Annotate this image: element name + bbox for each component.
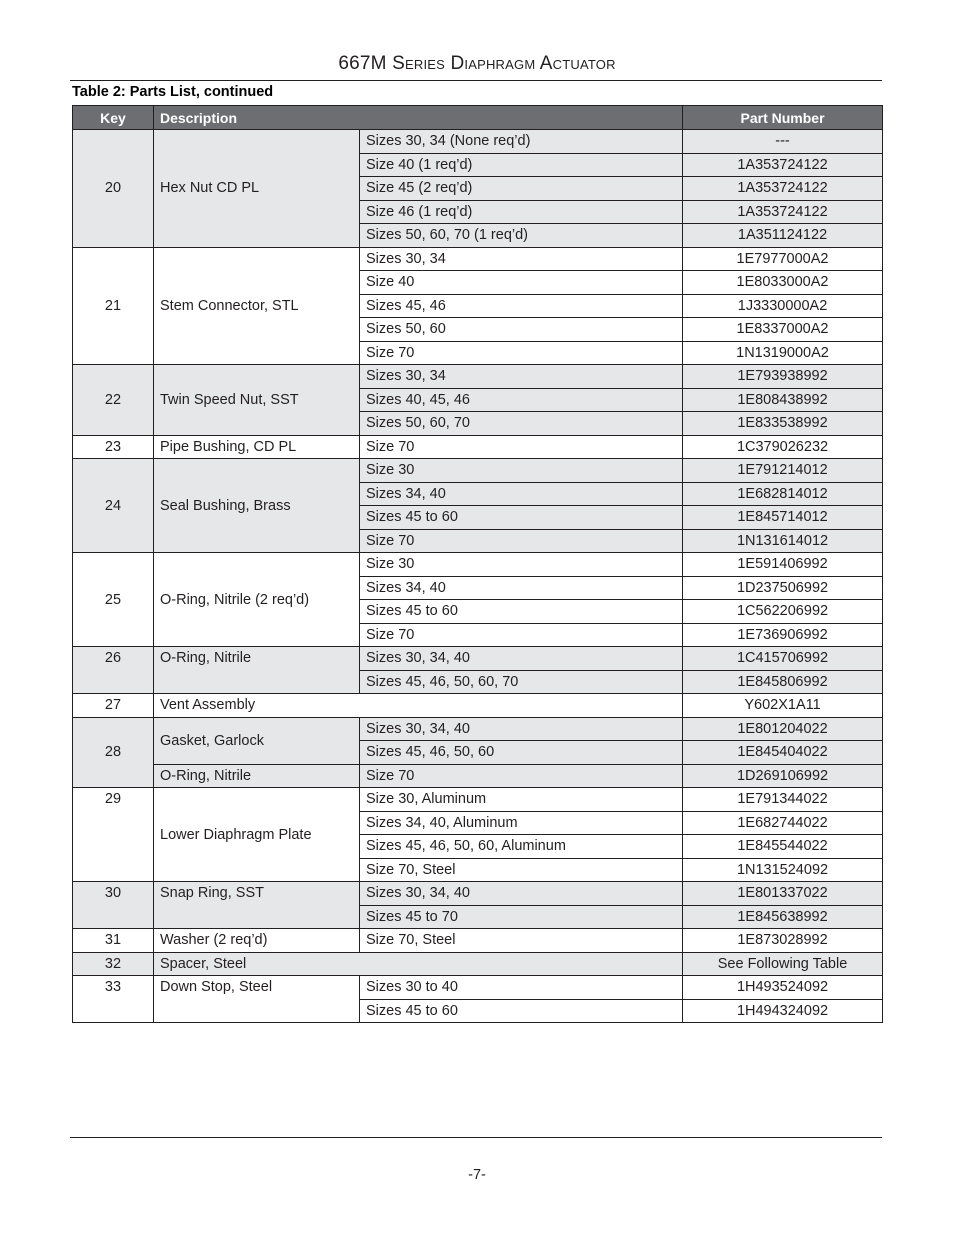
- size-cell: Sizes 45 to 70: [360, 905, 683, 929]
- description-cell: Gasket, Garlock: [154, 717, 360, 764]
- part-number-cell: 1E845544022: [683, 835, 883, 859]
- table-row: [73, 647, 883, 671]
- key-cell: 23: [73, 435, 154, 459]
- description-cell: O-Ring, Nitrile: [154, 647, 360, 694]
- size-cell: Sizes 30 to 40: [360, 976, 683, 1000]
- size-cell: Size 45 (2 req’d): [360, 177, 683, 201]
- description-cell: O-Ring, Nitrile: [154, 764, 360, 788]
- part-number-cell: 1A351124122: [683, 224, 883, 248]
- part-number-cell: 1E7977000A2: [683, 247, 883, 271]
- size-cell: Size 70: [360, 764, 683, 788]
- size-cell: Sizes 30, 34: [360, 365, 683, 389]
- size-cell: Sizes 45 to 60: [360, 600, 683, 624]
- part-number-cell: 1C379026232: [683, 435, 883, 459]
- part-group-20: [73, 130, 883, 248]
- key-cell: 32: [73, 952, 154, 976]
- part-number-cell: 1E8033000A2: [683, 271, 883, 295]
- size-cell: Sizes 34, 40, Aluminum: [360, 811, 683, 835]
- key-cell: 29: [73, 788, 154, 882]
- size-cell: Size 70, Steel: [360, 858, 683, 882]
- part-number-cell: 1E873028992: [683, 929, 883, 953]
- part-number-cell: 1E845404022: [683, 741, 883, 765]
- header-divider: [70, 80, 882, 81]
- table-row: [73, 553, 883, 577]
- part-number-cell: 1A353724122: [683, 153, 883, 177]
- size-cell: Size 70, Steel: [360, 929, 683, 953]
- description-cell: Pipe Bushing, CD PL: [154, 435, 360, 459]
- part-number-cell: 1E808438992: [683, 388, 883, 412]
- size-cell: Sizes 40, 45, 46: [360, 388, 683, 412]
- part-number-cell: 1E736906992: [683, 623, 883, 647]
- table-row: [73, 929, 883, 953]
- description-cell: Seal Bushing, Brass: [154, 459, 360, 553]
- column-header-part-number: Part Number: [683, 106, 883, 130]
- part-number-cell: Y602X1A11: [683, 694, 883, 718]
- size-cell: Size 70: [360, 435, 683, 459]
- size-cell: Sizes 30, 34, 40: [360, 882, 683, 906]
- description-cell: Spacer, Steel: [154, 952, 683, 976]
- part-group-33: [73, 976, 883, 1023]
- size-cell: Size 40 (1 req’d): [360, 153, 683, 177]
- size-cell: Size 40: [360, 271, 683, 295]
- part-number-cell: 1E591406992: [683, 553, 883, 577]
- part-number-cell: 1E833538992: [683, 412, 883, 436]
- key-cell: 22: [73, 365, 154, 436]
- table-row: [73, 717, 883, 741]
- part-number-cell: ---: [683, 130, 883, 154]
- key-cell: 25: [73, 553, 154, 647]
- header-row: [73, 106, 883, 130]
- part-group-26: [73, 647, 883, 694]
- key-cell: 27: [73, 694, 154, 718]
- size-cell: Sizes 45, 46, 50, 60: [360, 741, 683, 765]
- size-cell: Size 30: [360, 553, 683, 577]
- part-group-32: [73, 952, 883, 976]
- size-cell: Sizes 45 to 60: [360, 999, 683, 1023]
- description-cell: Washer (2 req’d): [154, 929, 360, 953]
- column-header-key: Key: [73, 106, 154, 130]
- part-number-cell: 1E801204022: [683, 717, 883, 741]
- table-row: [73, 694, 883, 718]
- part-group-21: [73, 247, 883, 365]
- description-cell: Snap Ring, SST: [154, 882, 360, 929]
- table-row: [73, 130, 883, 154]
- size-cell: Sizes 30, 34 (None req’d): [360, 130, 683, 154]
- part-number-cell: 1E845714012: [683, 506, 883, 530]
- page-number: -7-: [468, 1167, 486, 1183]
- description-cell: Twin Speed Nut, SST: [154, 365, 360, 436]
- size-cell: Sizes 30, 34, 40: [360, 647, 683, 671]
- part-number-cell: 1E682744022: [683, 811, 883, 835]
- table-row: [73, 952, 883, 976]
- part-number-cell: 1C562206992: [683, 600, 883, 624]
- part-group-23: [73, 435, 883, 459]
- parts-list-table: [72, 105, 883, 1023]
- part-number-cell: 1E845638992: [683, 905, 883, 929]
- part-number-cell: 1E801337022: [683, 882, 883, 906]
- part-number-cell: See Following Table: [683, 952, 883, 976]
- size-cell: Sizes 30, 34, 40: [360, 717, 683, 741]
- size-cell: Sizes 45, 46, 50, 60, Aluminum: [360, 835, 683, 859]
- table-row: [73, 882, 883, 906]
- description-cell: O-Ring, Nitrile (2 req’d): [154, 553, 360, 647]
- size-cell: Sizes 30, 34: [360, 247, 683, 271]
- part-number-cell: 1N131524092: [683, 858, 883, 882]
- part-number-cell: 1C415706992: [683, 647, 883, 671]
- size-cell: Sizes 50, 60, 70 (1 req’d): [360, 224, 683, 248]
- size-cell: Size 46 (1 req’d): [360, 200, 683, 224]
- part-number-cell: 1A353724122: [683, 177, 883, 201]
- description-cell: Hex Nut CD PL: [154, 130, 360, 248]
- size-cell: Sizes 50, 60: [360, 318, 683, 342]
- part-number-cell: 1D269106992: [683, 764, 883, 788]
- table-row: [73, 459, 883, 483]
- key-cell: 26: [73, 647, 154, 694]
- part-number-cell: 1J3330000A2: [683, 294, 883, 318]
- part-number-cell: 1E791344022: [683, 788, 883, 812]
- key-cell: 24: [73, 459, 154, 553]
- part-number-cell: 1E682814012: [683, 482, 883, 506]
- part-number-cell: 1N131614012: [683, 529, 883, 553]
- key-cell: 31: [73, 929, 154, 953]
- key-cell: 30: [73, 882, 154, 929]
- key-cell: 33: [73, 976, 154, 1023]
- part-number-cell: 1D237506992: [683, 576, 883, 600]
- description-cell: Down Stop, Steel: [154, 976, 360, 1023]
- table-row: [73, 788, 883, 812]
- size-cell: Sizes 45 to 60: [360, 506, 683, 530]
- part-group-28: [73, 717, 883, 788]
- size-cell: Sizes 34, 40: [360, 576, 683, 600]
- part-number-cell: 1H494324092: [683, 999, 883, 1023]
- description-cell: Stem Connector, STL: [154, 247, 360, 365]
- table-row: [73, 365, 883, 389]
- table-row: [73, 976, 883, 1000]
- size-cell: Size 70: [360, 341, 683, 365]
- part-group-27: [73, 694, 883, 718]
- part-group-22: [73, 365, 883, 436]
- column-header-description: Description: [154, 106, 683, 130]
- size-cell: Size 30, Aluminum: [360, 788, 683, 812]
- part-group-31: [73, 929, 883, 953]
- part-number-cell: 1E791214012: [683, 459, 883, 483]
- key-cell: 28: [73, 717, 154, 788]
- table-row: [73, 435, 883, 459]
- part-number-cell: 1E845806992: [683, 670, 883, 694]
- size-cell: Size 70: [360, 529, 683, 553]
- table-caption: Table 2: Parts List, continued: [72, 84, 274, 100]
- size-cell: Sizes 45, 46, 50, 60, 70: [360, 670, 683, 694]
- key-cell: 21: [73, 247, 154, 365]
- part-group-29: [73, 788, 883, 882]
- description-cell: Lower Diaphragm Plate: [154, 788, 360, 882]
- size-cell: Size 70: [360, 623, 683, 647]
- size-cell: Size 30: [360, 459, 683, 483]
- document-header-title: 667M Series Diaphragm Actuator: [338, 53, 616, 74]
- part-group-30: [73, 882, 883, 929]
- table-row: [73, 247, 883, 271]
- footer-divider: [70, 1137, 882, 1138]
- size-cell: Sizes 34, 40: [360, 482, 683, 506]
- part-number-cell: 1E793938992: [683, 365, 883, 389]
- table-header: [73, 106, 883, 130]
- part-number-cell: 1E8337000A2: [683, 318, 883, 342]
- table-row: [73, 764, 883, 788]
- part-number-cell: 1N1319000A2: [683, 341, 883, 365]
- part-group-24: [73, 459, 883, 553]
- description-cell: Vent Assembly: [154, 694, 683, 718]
- size-cell: Sizes 45, 46: [360, 294, 683, 318]
- part-group-25: [73, 553, 883, 647]
- part-number-cell: 1H493524092: [683, 976, 883, 1000]
- size-cell: Sizes 50, 60, 70: [360, 412, 683, 436]
- part-number-cell: 1A353724122: [683, 200, 883, 224]
- key-cell: 20: [73, 130, 154, 248]
